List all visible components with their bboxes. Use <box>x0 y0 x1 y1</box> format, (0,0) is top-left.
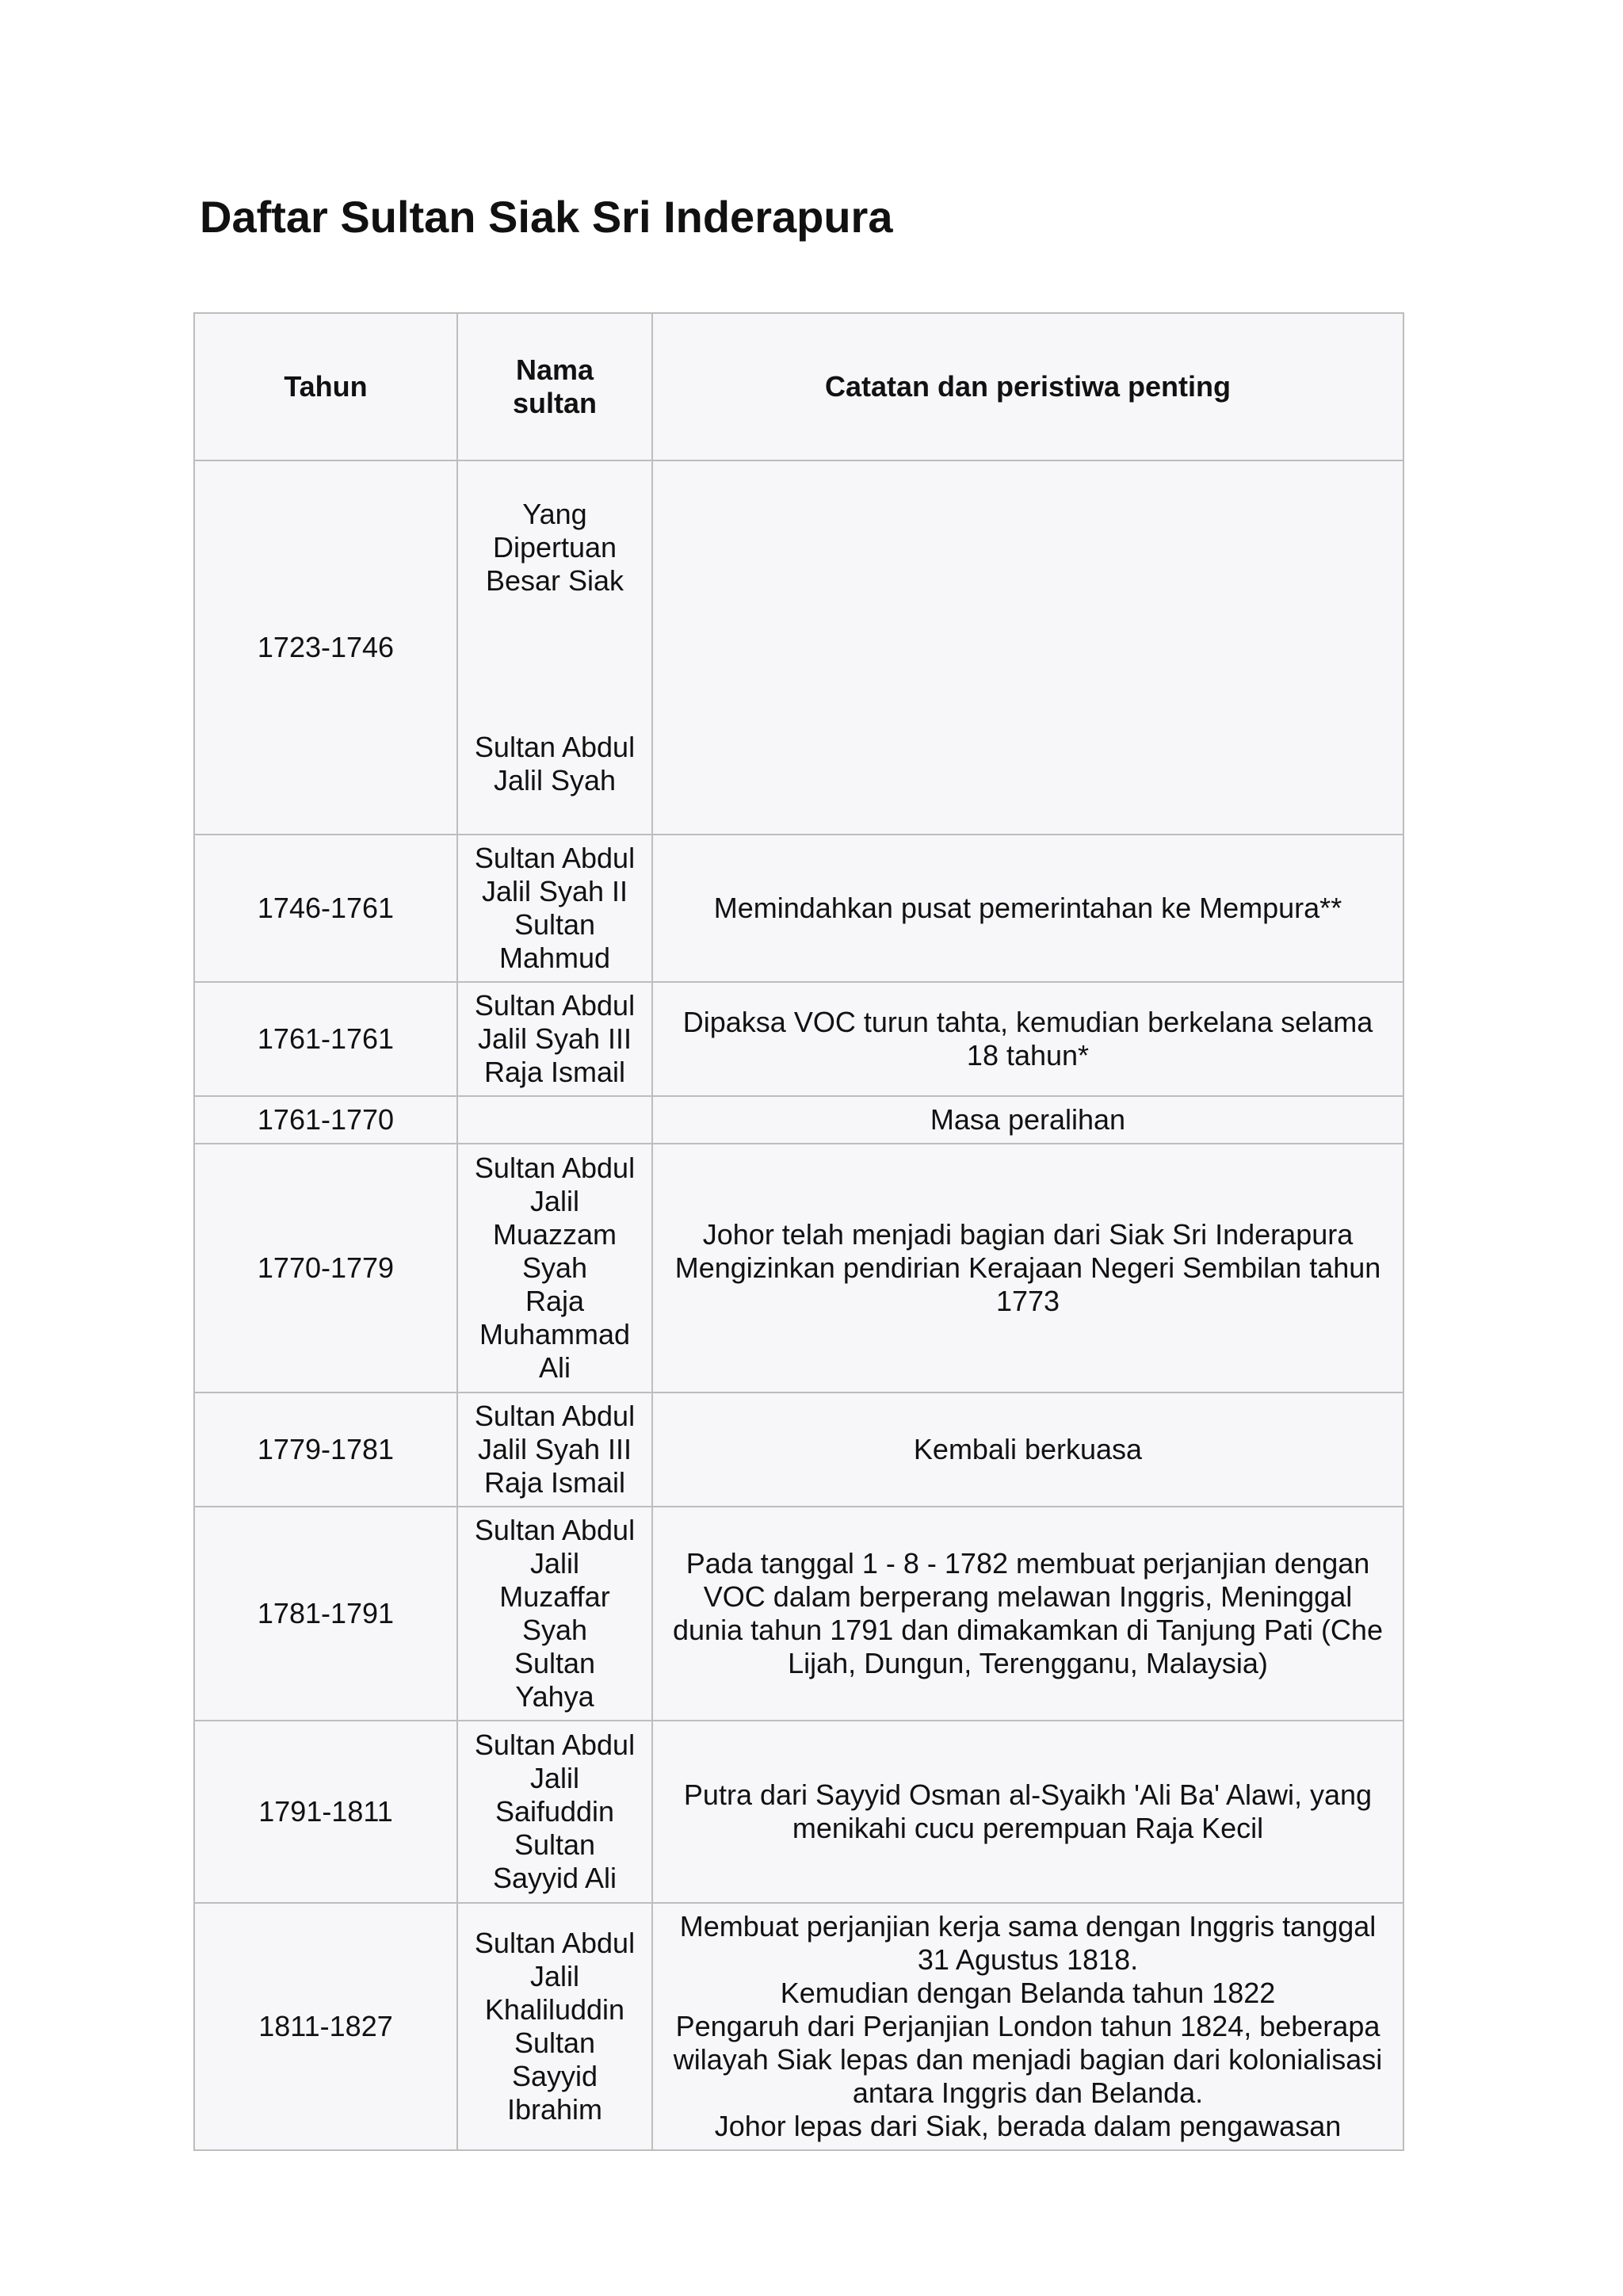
cell-notes: Masa peralihan <box>652 1096 1403 1144</box>
cell-year: 1811-1827 <box>194 1903 457 2150</box>
cell-name: Sultan Abdul Jalil Muazzam Syah Raja Muhammad Ali <box>457 1144 652 1392</box>
cell-notes <box>652 460 1403 835</box>
table-row <box>194 1096 1403 1144</box>
cell-name <box>457 460 652 835</box>
page-title: Daftar Sultan Siak Sri Inderapura <box>200 192 893 242</box>
cell-name-spacer <box>469 631 640 697</box>
table-header-row <box>194 313 1403 460</box>
cell-name: Sultan Abdul Jalil Syah II Sultan Mahmud <box>457 835 652 982</box>
cell-notes: Pada tanggal 1 - 8 - 1782 membuat perjanjian dengan VOC dalam berperang melawan Inggris, Meninggal dunia tahun 1791 dan dimakamkan di Tanjung Pati (Che Lijah, Dungun, Terengganu, Malaysia) <box>652 1507 1403 1721</box>
cell-year: 1746-1761 <box>194 835 457 982</box>
cell-notes: Johor telah menjadi bagian dari Siak Sri Inderapura Mengizinkan pendirian Kerajaan Negeri Sembilan tahun 1773 <box>652 1144 1403 1392</box>
header-name: Nama sultan <box>457 313 652 460</box>
header-notes: Catatan dan peristiwa penting <box>652 313 1403 460</box>
cell-notes: Membuat perjanjian kerja sama dengan Inggris tanggal 31 Agustus 1818. Kemudian dengan Belanda tahun 1822 Pengaruh dari Perjanjian London tahun 1824, beberapa wilayah Siak lepas dan menjadi bagian dari kolonialisasi antara Inggris dan Belanda. Johor lepas dari Siak, berada dalam pengawasan <box>652 1903 1403 2150</box>
cell-year: 1781-1791 <box>194 1507 457 1721</box>
cell-notes: Kembali berkuasa <box>652 1392 1403 1507</box>
cell-name-title: Yang Dipertuan Besar Siak <box>485 498 624 597</box>
cell-year: 1723-1746 <box>194 460 457 835</box>
cell-name <box>457 1096 652 1144</box>
cell-name: Sultan Abdul Jalil Syah III Raja Ismail <box>457 982 652 1096</box>
cell-year: 1779-1781 <box>194 1392 457 1507</box>
table-row <box>194 1903 1403 2150</box>
cell-year: 1770-1779 <box>194 1144 457 1392</box>
table-row <box>194 460 1403 835</box>
table-row <box>194 1392 1403 1507</box>
table-row <box>194 1507 1403 1721</box>
cell-year: 1791-1811 <box>194 1721 457 1903</box>
cell-notes: Memindahkan pusat pemerintahan ke Mempura** <box>652 835 1403 982</box>
cell-name-sultan: Sultan Abdul Jalil Syah <box>474 731 636 797</box>
table-row <box>194 835 1403 982</box>
cell-year: 1761-1761 <box>194 982 457 1096</box>
sultan-table <box>193 312 1404 2151</box>
table-row <box>194 1144 1403 1392</box>
cell-name: Sultan Abdul Jalil Muzaffar Syah Sultan Yahya <box>457 1507 652 1721</box>
table-row <box>194 1721 1403 1903</box>
cell-year: 1761-1770 <box>194 1096 457 1144</box>
header-year: Tahun <box>194 313 457 460</box>
cell-notes: Putra dari Sayyid Osman al-Syaikh 'Ali Ba' Alawi, yang menikahi cucu perempuan Raja Kecil <box>652 1721 1403 1903</box>
cell-name: Sultan Abdul Jalil Syah III Raja Ismail <box>457 1392 652 1507</box>
table-row <box>194 982 1403 1096</box>
cell-notes: Dipaksa VOC turun tahta, kemudian berkelana selama 18 tahun* <box>652 982 1403 1096</box>
cell-name: Sultan Abdul Jalil Khaliluddin Sultan Sayyid Ibrahim <box>457 1903 652 2150</box>
cell-name: Sultan Abdul Jalil Saifuddin Sultan Sayyid Ali <box>457 1721 652 1903</box>
